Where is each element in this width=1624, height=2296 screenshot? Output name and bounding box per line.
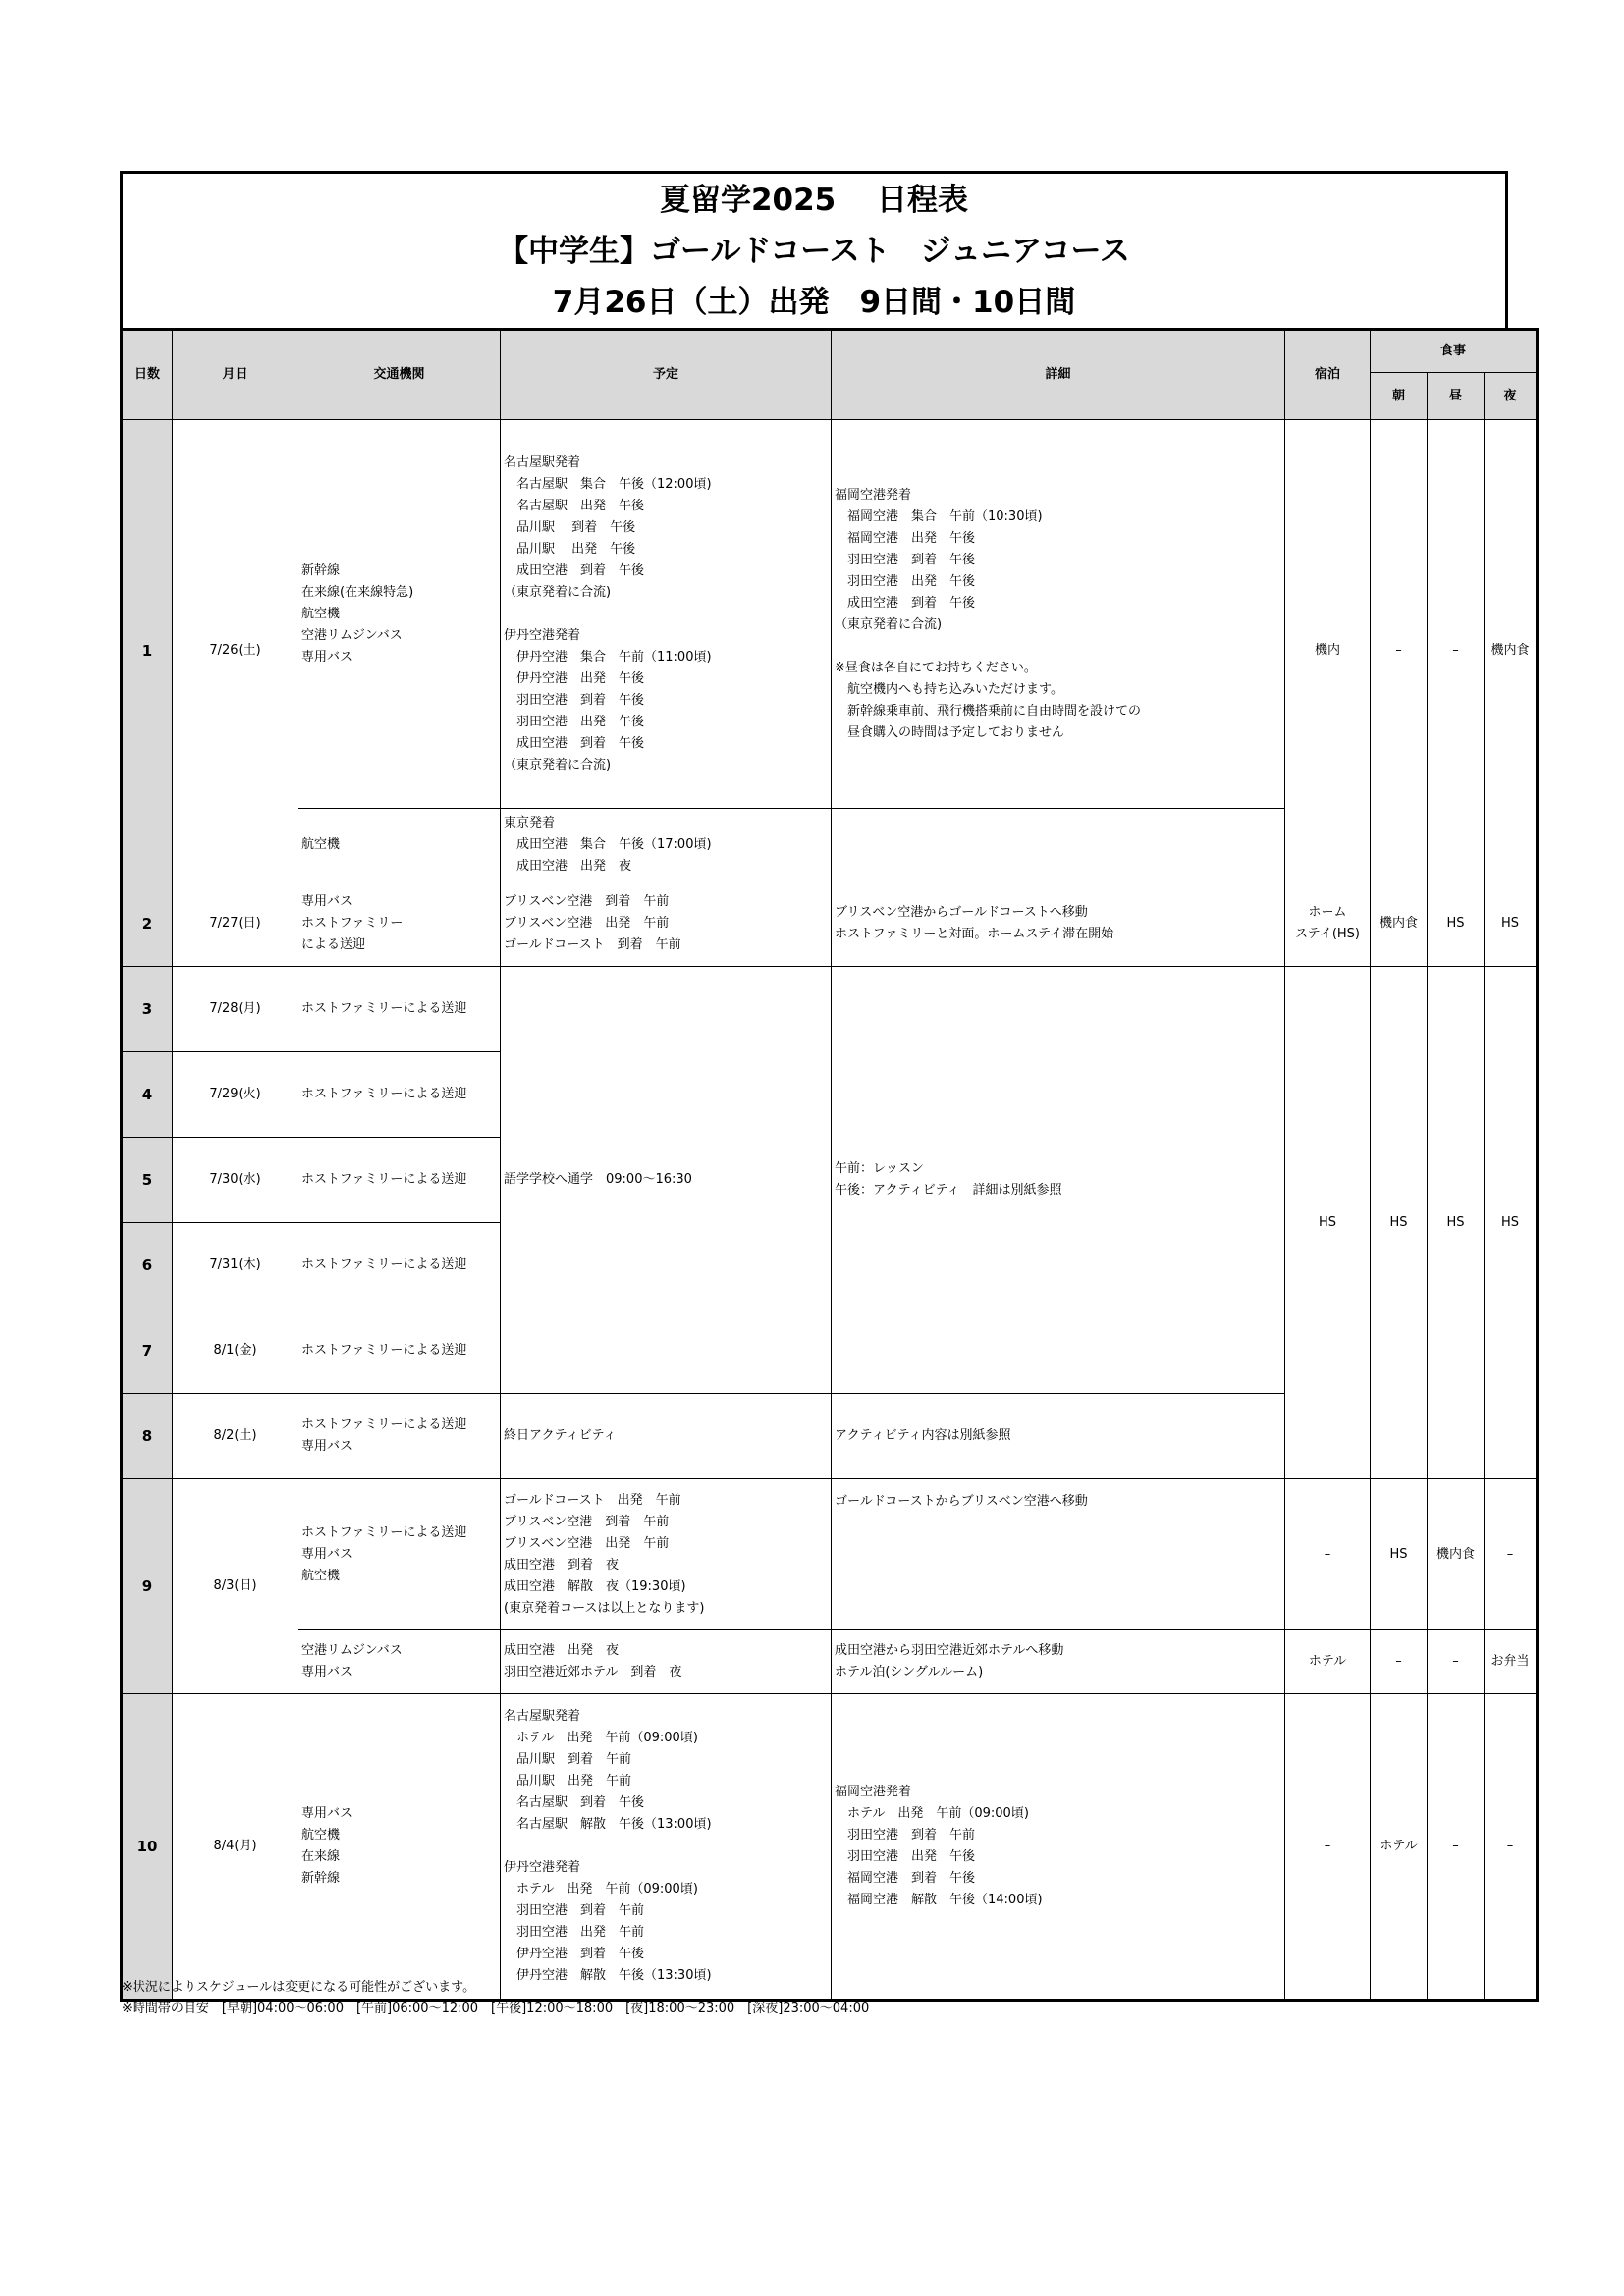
lodging-cell: 機内: [1285, 420, 1371, 881]
date-cell: 8/3(日): [173, 1479, 298, 1694]
date-cell: 8/1(金): [173, 1308, 298, 1394]
dinner-cell: お弁当: [1485, 1630, 1538, 1694]
lunch-cell: –: [1428, 1694, 1485, 2001]
plan-cell: 語学学校へ通学 09:00～16:30: [501, 967, 832, 1394]
day-number: 1: [122, 420, 173, 881]
transport-cell: ホストファミリーによる送迎: [298, 1308, 501, 1394]
header-lunch: 昼: [1428, 373, 1485, 420]
transport-cell: ホストファミリーによる送迎: [298, 1052, 501, 1138]
schedule-sheet: [120, 171, 1530, 2002]
date-cell: 7/27(日): [173, 881, 298, 967]
dinner-cell: –: [1485, 1479, 1538, 1630]
day-number: 9: [122, 1479, 173, 1694]
footnote-2: ※時間帯の目安 [早朝]04:00～06:00 [午前]06:00～12:00 [午後]12:00～18:00 [夜]18:00～23:00 [深夜]23:00～04:00: [122, 2002, 870, 2016]
footnotes: [122, 1977, 869, 2020]
day-number: 4: [122, 1052, 173, 1138]
day-number: 8: [122, 1394, 173, 1479]
lodging-cell: ホテル: [1285, 1630, 1371, 1694]
plan-cell: 名古屋駅発着 ホテル 出発 午前（09:00頃) 品川駅 到着 午前 品川駅 出発 午前 名古屋駅 到着 午後 名古屋駅 解散 午後（13:00頃) 伊丹空港発着 ホテル 出発 午前（09:00頃) 羽田空港 到着 午前 羽田空港 出発 午前 伊丹空港 到着 午後 伊丹空港 解散 午後（13:30頃): [501, 1694, 832, 2001]
transport-cell: ホストファミリーによる送迎: [298, 967, 501, 1052]
detail-cell: 福岡空港発着 福岡空港 集合 午前（10:30頃) 福岡空港 出発 午後 羽田空港 到着 午後 羽田空港 出発 午後 成田空港 到着 午後 （東京発着に合流) ※昼食は各自にてお持ちください。 航空機内へも持ち込みいただけます。 新幹線乗車前、飛行機搭乗前に自由時間を設けての 昼食購入の時間は予定しておりません: [832, 420, 1285, 809]
header-breakfast: 朝: [1371, 373, 1428, 420]
plan-cell: ブリスベン空港 到着 午前 ブリスベン空港 出発 午前 ゴールドコースト 到着 午前: [501, 881, 832, 967]
plan-cell: 成田空港 出発 夜 羽田空港近郊ホテル 到着 夜: [501, 1630, 832, 1694]
day-number: 7: [122, 1308, 173, 1394]
transport-cell: ホストファミリーによる送迎: [298, 1223, 501, 1308]
header-day: 日数: [122, 330, 173, 420]
lunch-cell: 機内食: [1428, 1479, 1485, 1630]
dinner-cell: HS: [1485, 967, 1538, 1479]
lodging-cell: –: [1285, 1479, 1371, 1630]
breakfast-cell: –: [1371, 1630, 1428, 1694]
date-cell: 7/26(土): [173, 420, 298, 881]
detail-cell: アクティビティ内容は別紙参照: [832, 1394, 1285, 1479]
transport-cell: 専用バス 航空機 在来線 新幹線: [298, 1694, 501, 2001]
schedule-table: [120, 328, 1539, 2002]
date-cell: 8/2(土): [173, 1394, 298, 1479]
date-cell: 7/28(月): [173, 967, 298, 1052]
detail-cell: 福岡空港発着 ホテル 出発 午前（09:00頃) 羽田空港 到着 午前 羽田空港 出発 午後 福岡空港 到着 午後 福岡空港 解散 午後（14:00頃): [832, 1694, 1285, 2001]
lodging-cell: ホーム ステイ(HS): [1285, 881, 1371, 967]
date-cell: 8/4(月): [173, 1694, 298, 2001]
lunch-cell: –: [1428, 1630, 1485, 1694]
lodging-cell: –: [1285, 1694, 1371, 2001]
plan-cell: ゴールドコースト 出発 午前 ブリスベン空港 到着 午前 ブリスベン空港 出発 午前 成田空港 到着 夜 成田空港 解散 夜（19:30頃) (東京発着コースは以上となります): [501, 1479, 832, 1630]
date-cell: 7/31(木): [173, 1223, 298, 1308]
day-number: 6: [122, 1223, 173, 1308]
dinner-cell: 機内食: [1485, 420, 1538, 881]
date-cell: 7/30(水): [173, 1138, 298, 1223]
title-line-3: 7月26日（土）出発 9日間・10日間: [552, 284, 1076, 320]
lodging-cell: HS: [1285, 967, 1371, 1479]
header-date: 月日: [173, 330, 298, 420]
header-transport: 交通機関: [298, 330, 501, 420]
transport-cell: ホストファミリーによる送迎: [298, 1138, 501, 1223]
transport-cell: ホストファミリーによる送迎 専用バス 航空機: [298, 1479, 501, 1630]
transport-cell: 空港リムジンバス 専用バス: [298, 1630, 501, 1694]
plan-cell: 終日アクティビティ: [501, 1394, 832, 1479]
lunch-cell: HS: [1428, 967, 1485, 1479]
transport-cell: 専用バス ホストファミリー による送迎: [298, 881, 501, 967]
title-line-2: 【中学生】ゴールドコースト ジュニアコース: [498, 233, 1130, 269]
detail-cell: ブリスベン空港からゴールドコーストへ移動 ホストファミリーと対面。ホームステイ滞在開始: [832, 881, 1285, 967]
header-meals: 食事: [1371, 330, 1538, 373]
footnote-1: ※状況によりスケジュールは変更になる可能性がございます。: [122, 1980, 476, 1995]
lunch-cell: HS: [1428, 881, 1485, 967]
table-row: [122, 881, 1538, 967]
transport-cell: ホストファミリーによる送迎 専用バス: [298, 1394, 501, 1479]
day-number: 5: [122, 1138, 173, 1223]
detail-cell: 午前：レッスン 午後：アクティビティ 詳細は別紙参照: [832, 967, 1285, 1394]
transport-cell: 航空機: [298, 809, 501, 881]
plan-cell: 名古屋駅発着 名古屋駅 集合 午後（12:00頃) 名古屋駅 出発 午後 品川駅 到着 午後 品川駅 出発 午後 成田空港 到着 午後 （東京発着に合流) 伊丹空港発着 伊丹空港 集合 午前（11:00頃) 伊丹空港 出発 午後 羽田空港 到着 午後 羽田空港 出発 午後 成田空港 到着 午後 （東京発着に合流): [501, 420, 832, 809]
breakfast-cell: HS: [1371, 967, 1428, 1479]
table-row: [122, 967, 1538, 1052]
title-block: [120, 171, 1508, 328]
breakfast-cell: –: [1371, 420, 1428, 881]
detail-cell: ゴールドコーストからブリスベン空港へ移動: [832, 1479, 1285, 1630]
date-cell: 7/29(火): [173, 1052, 298, 1138]
day-number: 2: [122, 881, 173, 967]
lunch-cell: –: [1428, 420, 1485, 881]
table-row: [122, 1694, 1538, 2001]
table-row: [122, 1479, 1538, 1630]
plan-cell: 東京発着 成田空港 集合 午後（17:00頃) 成田空港 出発 夜: [501, 809, 832, 881]
table-row: [122, 1630, 1538, 1694]
dinner-cell: HS: [1485, 881, 1538, 967]
header-plan: 予定: [501, 330, 832, 420]
breakfast-cell: ホテル: [1371, 1694, 1428, 2001]
transport-cell: 新幹線 在来線(在来線特急) 航空機 空港リムジンバス 専用バス: [298, 420, 501, 809]
day-number: 3: [122, 967, 173, 1052]
table-row: [122, 420, 1538, 809]
dinner-cell: –: [1485, 1694, 1538, 2001]
title-line-1: 夏留学2025 日程表: [659, 182, 969, 218]
breakfast-cell: HS: [1371, 1479, 1428, 1630]
detail-cell: 成田空港から羽田空港近郊ホテルへ移動 ホテル泊(シングルルーム): [832, 1630, 1285, 1694]
header-detail: 詳細: [832, 330, 1285, 420]
breakfast-cell: 機内食: [1371, 881, 1428, 967]
detail-cell: [832, 809, 1285, 881]
header-lodging: 宿泊: [1285, 330, 1371, 420]
header-dinner: 夜: [1485, 373, 1538, 420]
day-number: 10: [122, 1694, 173, 2001]
